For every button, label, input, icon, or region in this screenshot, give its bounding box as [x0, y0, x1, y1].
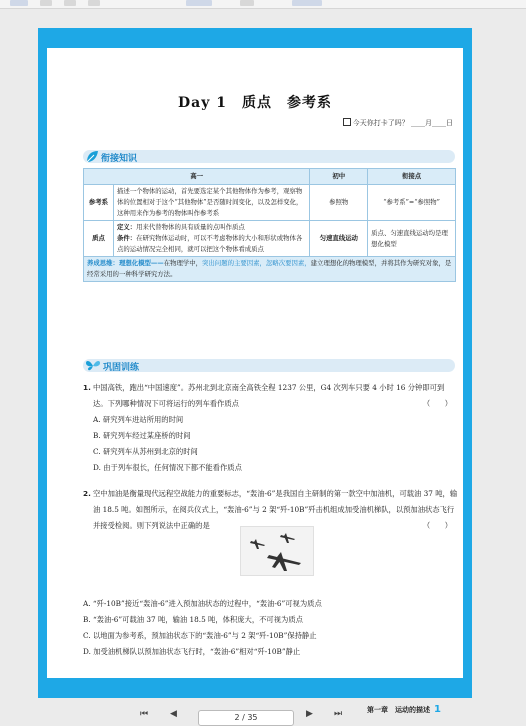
question-number: 2.: [83, 489, 91, 498]
table-cell: 参照物: [310, 185, 368, 221]
condition-label: 条件：: [116, 234, 137, 242]
page-number-input[interactable]: 2 / 35: [198, 710, 294, 726]
row-head: 参考系: [84, 185, 114, 221]
definition-text: 用来代替物体的具有质量的点叫作质点: [136, 223, 245, 231]
first-page-icon[interactable]: ⏮: [140, 709, 149, 719]
table-cell: “参考系”=“参照物”: [368, 185, 456, 221]
toolbar-button[interactable]: [64, 0, 76, 6]
answer-bracket: （ ）: [422, 521, 452, 530]
month-suffix: 月: [425, 119, 432, 127]
option-c: C. 以地面为参考系，预加油状态下的“轰油-6”与 2 架“歼-10B”保持静止: [83, 631, 317, 640]
document-page: [38, 28, 472, 715]
question-text: 空中加油是衡量现代远程空战能力的重要标志，“轰油-6”是我国自主研制的第一款空中加油机，可载油 37 吨，输油 18.5 吨。如图所示，在阅兵仪式上，“轰油-6”与 2 架“歼-10B”歼击机组成加受油机梯队，以预加油状态飞行并接受检阅。则下列说法中正确的是: [93, 489, 458, 530]
next-page-icon[interactable]: ▶: [306, 709, 313, 719]
question-text: 中国高铁，跑出“中国速度”。苏州北到北京南全高铁全程 1237 公里，G4 次列车只要 4 小时 16 分钟即可到达。下列哪种情况下可将运行的列车看作质点: [93, 383, 445, 408]
note-text: 建立理想化的物理模型，并将其作为研究对象，是经常采用的一种科学研究方法。: [87, 259, 452, 278]
toolbar-button[interactable]: [40, 0, 52, 6]
toolbar-button[interactable]: [88, 0, 100, 6]
section-header-practice: [83, 359, 455, 372]
aircraft-formation-image: [240, 526, 314, 576]
toolbar-button[interactable]: [10, 0, 28, 6]
option-c: C. 研究列车从苏州到北京的时间: [93, 447, 198, 456]
option-a: A. 研究列车进站所用的时间: [93, 415, 184, 424]
section-header-knowledge: [83, 150, 455, 163]
option-b: B. “轰油-6”可载油 37 吨，输油 18.5 吨，体积庞大，不可视为质点: [83, 615, 303, 624]
question-number: 1.: [83, 383, 91, 392]
table-note: [84, 257, 456, 282]
section-label: 衔接知识: [101, 154, 138, 164]
viewer-toolbar: [0, 0, 526, 9]
table-row: [84, 185, 456, 221]
page-number: 1: [434, 704, 441, 715]
table-header-row: [84, 169, 456, 185]
section-label: 巩固训练: [103, 363, 140, 373]
aircraft-icon: [241, 527, 313, 575]
note-text: 在物理学中，: [163, 259, 203, 267]
note-lead: 养成思维：理想化模型——: [87, 259, 164, 267]
checkin-text: 今天你打卡了吗？: [352, 119, 409, 127]
definition-label: 定义：: [116, 223, 137, 231]
table-header: 高一: [84, 169, 310, 185]
checkin-line: [343, 118, 453, 128]
page-title: Day 1 质点 参考系: [178, 95, 332, 111]
option-a: A. “歼-10B”接近“轰油-6”进入预加油状态的过程中，“轰油-6”可视为质点: [83, 599, 322, 608]
checkin-checkbox[interactable]: [343, 118, 351, 126]
knowledge-table: [83, 168, 456, 282]
toolbar-button[interactable]: [292, 0, 322, 6]
toolbar-button[interactable]: [186, 0, 212, 6]
question-1: [83, 380, 458, 476]
table-row: [84, 221, 456, 257]
page-content: [47, 48, 463, 715]
toolbar-button[interactable]: [240, 0, 254, 6]
option-d: D. 加受油机梯队以预加油状态飞行时，“轰油-6”相对“歼-10B”静止: [83, 647, 301, 656]
table-cell: 描述一个物体的运动，首先要选定某个其他物体作为参考，观察物体的位置相对于这个“其他物体”是否随时间变化，以及怎样变化，这种用来作为参考的物体叫作参考系: [113, 185, 309, 221]
table-header: 初中: [310, 169, 368, 185]
leaf-icon: [85, 150, 99, 163]
note-highlight: 突出问题的主要因素，忽略次要因素，: [202, 259, 311, 267]
day-blank: ____: [432, 119, 446, 127]
option-b: B. 研究列车经过某座桥的时间: [93, 431, 191, 440]
condition-text: 在研究物体运动时，可以不考虑物体的大小和形状或物体各点的运动情况完全相同，就可以把这个物体看成质点: [116, 234, 303, 253]
row-head: 质点: [84, 221, 114, 257]
butterfly-icon: [85, 359, 101, 372]
chapter-label: 第一章 运动的描述: [367, 706, 431, 714]
table-note-row: [84, 257, 456, 282]
table-header: 衔接点: [368, 169, 456, 185]
table-cell: [113, 221, 309, 257]
viewer-bottom-nav: [0, 706, 526, 722]
month-blank: ____: [411, 119, 425, 127]
last-page-icon[interactable]: ⏭: [334, 709, 343, 719]
option-d: D. 由于列车很长，任何情况下都不能看作质点: [93, 463, 242, 472]
prev-page-icon[interactable]: ◀: [170, 709, 177, 719]
day-suffix: 日: [446, 119, 453, 127]
question-stem: [93, 380, 458, 412]
table-cell: 匀速直线运动: [310, 221, 368, 257]
answer-bracket: （ ）: [422, 399, 452, 408]
table-cell: 质点、匀速直线运动均是理想化模型: [368, 221, 456, 257]
